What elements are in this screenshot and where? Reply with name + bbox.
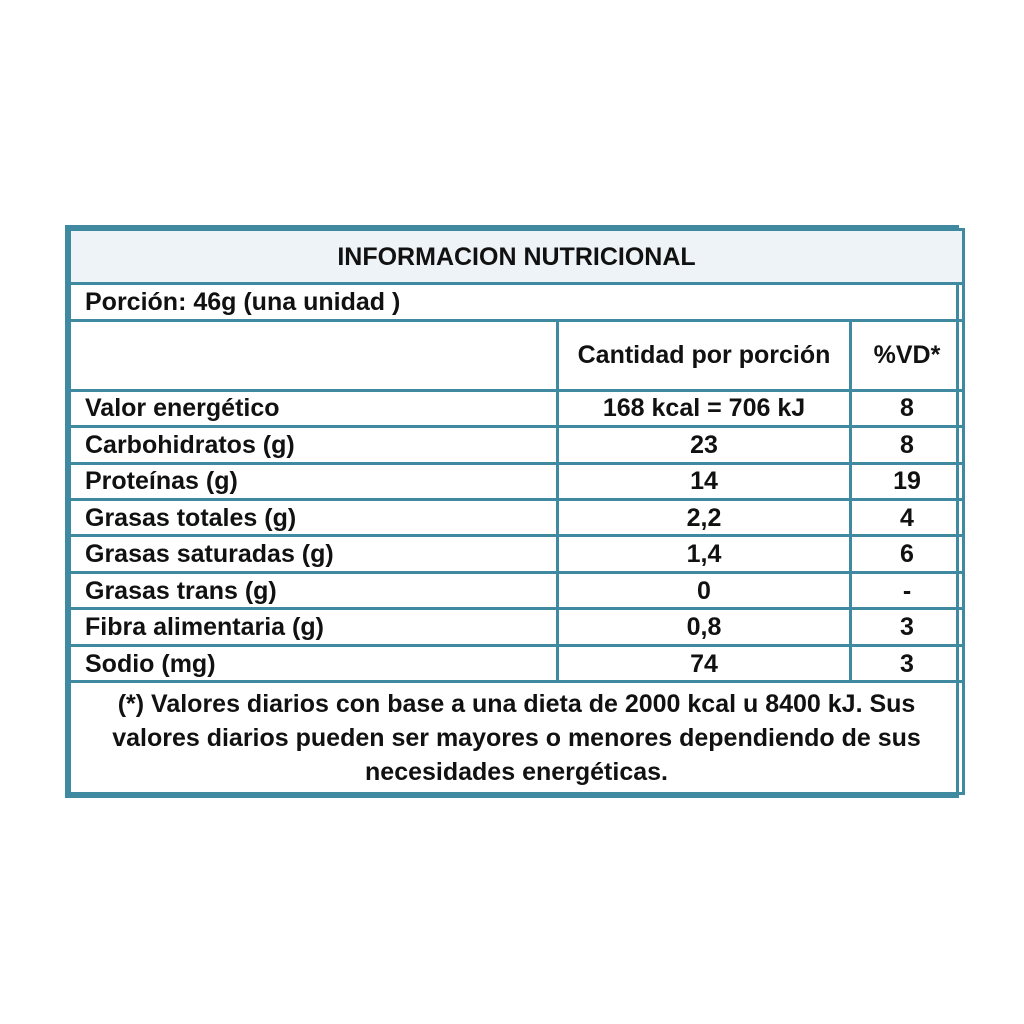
nutrient-daily-value: 3 <box>851 609 964 645</box>
nutrient-name: Grasas trans (g) <box>70 572 558 608</box>
nutrition-table <box>68 228 965 795</box>
nutrient-amount: 74 <box>558 645 851 681</box>
nutrient-daily-value: 3 <box>851 645 964 681</box>
header-amount: Cantidad por porción <box>558 320 851 390</box>
nutrient-name: Carbohidratos (g) <box>70 427 558 463</box>
label-title: INFORMACION NUTRICIONAL <box>70 230 964 284</box>
table-row <box>70 572 964 608</box>
nutrient-name: Fibra alimentaria (g) <box>70 609 558 645</box>
nutrient-amount: 1,4 <box>558 536 851 572</box>
nutrient-amount: 23 <box>558 427 851 463</box>
nutrient-amount: 0 <box>558 572 851 608</box>
table-row <box>70 536 964 572</box>
table-row <box>70 645 964 681</box>
nutrient-name: Grasas totales (g) <box>70 499 558 535</box>
nutrient-name: Valor energético <box>70 390 558 426</box>
nutrient-daily-value: - <box>851 572 964 608</box>
nutrient-name: Grasas saturadas (g) <box>70 536 558 572</box>
table-row <box>70 499 964 535</box>
table-row <box>70 609 964 645</box>
portion-size: Porción: 46g (una unidad ) <box>70 284 964 320</box>
title-row <box>70 230 964 284</box>
portion-row <box>70 284 964 320</box>
footnote-row <box>70 682 964 794</box>
nutrition-facts-label <box>65 225 959 798</box>
nutrient-amount: 2,2 <box>558 499 851 535</box>
nutrient-amount: 0,8 <box>558 609 851 645</box>
footnote: (*) Valores diarios con base a una dieta de 2000 kcal u 8400 kJ. Sus valores diarios pueden ser mayores o menores dependiendo de sus necesidades energéticas. <box>70 682 964 794</box>
nutrient-name: Proteínas (g) <box>70 463 558 499</box>
table-row <box>70 390 964 426</box>
nutrient-daily-value: 8 <box>851 427 964 463</box>
table-row <box>70 427 964 463</box>
table-row <box>70 463 964 499</box>
nutrient-amount: 14 <box>558 463 851 499</box>
nutrient-name: Sodio (mg) <box>70 645 558 681</box>
nutrient-amount: 168 kcal = 706 kJ <box>558 390 851 426</box>
nutrient-daily-value: 6 <box>851 536 964 572</box>
column-header-row <box>70 320 964 390</box>
nutrient-daily-value: 19 <box>851 463 964 499</box>
header-daily-value: %VD* <box>851 320 964 390</box>
header-nutrient <box>70 320 558 390</box>
nutrient-daily-value: 8 <box>851 390 964 426</box>
nutrient-daily-value: 4 <box>851 499 964 535</box>
